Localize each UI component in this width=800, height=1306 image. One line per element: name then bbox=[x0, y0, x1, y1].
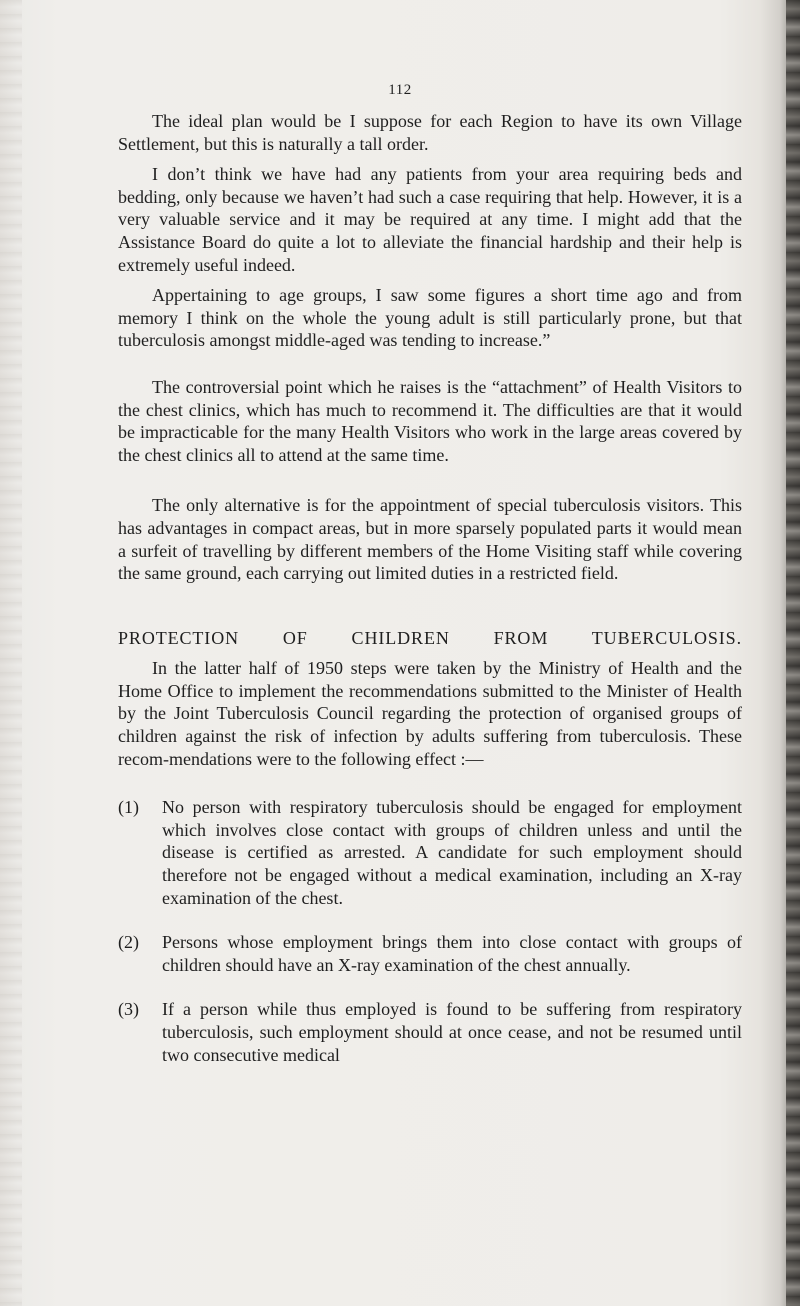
paragraph-age-groups: Appertaining to age groups, I saw some figures a short time ago and from memory I think on the whole the young adult is still particularly prone, but that tuberculosis amongst middle-aged was tending to increase.” bbox=[118, 285, 742, 351]
section-heading: PROTECTION OF CHILDREN FROM TUBERCULOSIS. bbox=[118, 627, 742, 648]
paragraph-village-settlement: The ideal plan would be I suppose for each Region to have its own Village Settlement, but this is naturally a tall order. bbox=[118, 111, 742, 154]
list-item-text: If a person while thus employed is found to be suffering from respiratory tuberculosis, such employment should at once cease, and not be resumed until two consecutive medical bbox=[162, 999, 742, 1065]
list-item-text: No person with respiratory tuberculosis should be engaged for employment which involves close contact with groups of children unless and until the disease is certified as arrested. A candidate for such employment should therefore not be engaged without a medical examination, including an X-ray examination of the chest. bbox=[162, 797, 742, 908]
page-body bbox=[118, 110, 742, 1066]
left-margin-shadow bbox=[0, 0, 22, 1306]
recommendations-list bbox=[118, 796, 742, 1066]
list-item-number: (2) bbox=[118, 932, 139, 953]
section-intro: In the latter half of 1950 steps were taken by the Ministry of Health and the Home Office to implement the recommendations submitted to the Minister of Health by the Joint Tuberculosis Council regarding the protection of organised groups of children against the risk of infection by adults suffering from tuberculosis. These recom-mendations were to the following effect :— bbox=[118, 658, 742, 769]
list-item bbox=[118, 998, 742, 1066]
list-item-text: Persons whose employment brings them into close contact with groups of children should have an X-ray examination of the chest annually. bbox=[162, 932, 742, 975]
list-item-number: (1) bbox=[118, 797, 139, 818]
paragraph-health-visitors: The controversial point which he raises is the “attachment” of Health Visitors to the chest clinics, which has much to recommend it. The difficulties are that it would be impracticable for the many Health Visitors who work in the large areas covered by the chest clinics all to attend at the same time. bbox=[118, 376, 742, 465]
right-binding-edge bbox=[786, 0, 800, 1306]
paragraph-special-visitors: The only alternative is for the appointment of special tuberculosis visitors. This has advantages in compact areas, but in more sparsely populated parts it would mean a surfeit of travelling by different members of the Home Visiting staff while covering the same ground, each carrying out limited duties in a restricted field. bbox=[118, 495, 742, 584]
list-item bbox=[118, 796, 742, 909]
page-number: 112 bbox=[388, 82, 412, 98]
list-item bbox=[118, 931, 742, 976]
paragraph-beds-and-bedding: I don’t think we have had any patients from your area requiring beds and bedding, only because we haven’t had such a case requiring that help. However, it is a very valuable service and it may be required at any time. I might add that the Assistance Board do quite a lot to alleviate the financial hardship and their help is extremely useful indeed. bbox=[118, 164, 742, 275]
list-item-number: (3) bbox=[118, 999, 139, 1020]
